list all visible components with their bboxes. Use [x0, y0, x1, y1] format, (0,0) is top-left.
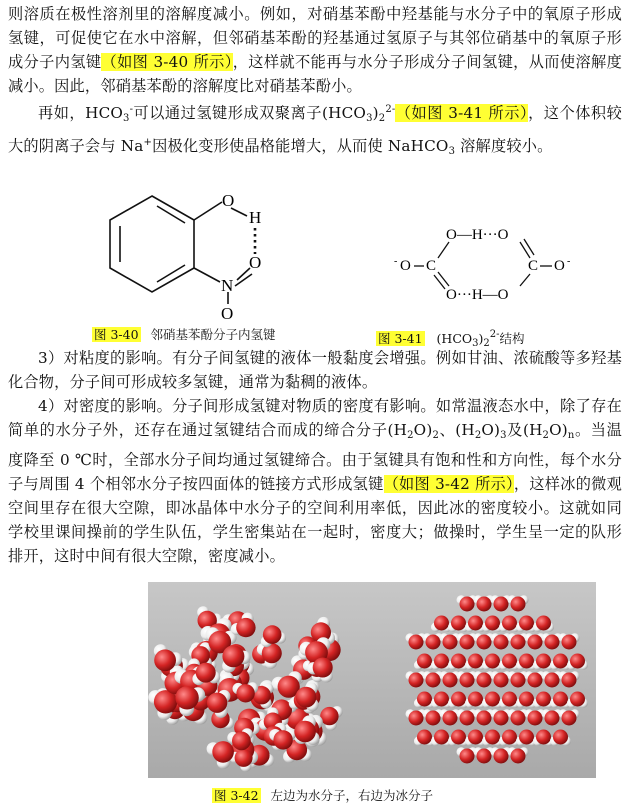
oxygen-atom	[468, 654, 483, 669]
oxygen-atom	[502, 654, 517, 669]
p2-text-c: ，这个体积较大的阴离子会与 Na	[8, 104, 623, 155]
oxygen-atom	[502, 730, 517, 745]
p2-text-a: 再如，HCO	[38, 104, 124, 122]
oxygen-atom	[477, 749, 492, 764]
cap41-close: )	[478, 331, 484, 346]
oxygen-atom	[519, 616, 534, 631]
atom-o-bottom: O	[221, 304, 234, 322]
oxygen-atom	[477, 635, 492, 650]
oxygen-atom	[562, 635, 577, 650]
oxygen-atom	[409, 711, 424, 726]
oxygen-atom	[417, 692, 432, 707]
oxygen-atom	[175, 686, 198, 709]
paragraph-2	[8, 98, 622, 164]
oxygen-atom	[451, 730, 466, 745]
figure-3-41-structure	[392, 222, 582, 312]
benzene-ring	[110, 196, 222, 292]
figure-3-42-image	[148, 582, 596, 778]
p4-d: O)	[481, 421, 501, 439]
oxygen-atom	[460, 749, 475, 764]
caption-3-42-text: 左边为水分子，右边为冰分子	[270, 788, 434, 803]
paragraph-4	[8, 394, 622, 568]
p4-d-sub: 3	[500, 430, 507, 441]
atom-n: N	[221, 276, 234, 295]
oxygen-atom	[494, 749, 509, 764]
atom-o-right: O	[249, 253, 262, 272]
p4-b: O)	[413, 421, 433, 439]
p4-c-sub: 2	[474, 430, 482, 441]
p2-text-d: 因极化变形使晶格能增大，从而使 NaHCO	[152, 137, 449, 155]
oxygen-atom	[468, 730, 483, 745]
figure-3-40-structure	[100, 182, 300, 322]
p2-close: )	[372, 104, 379, 122]
oxygen-atom	[443, 673, 458, 688]
oxygen-atom	[536, 654, 551, 669]
oxygen-atom	[409, 635, 424, 650]
dimer-top-row: O—H···O	[446, 227, 509, 243]
atom-h: H	[249, 208, 262, 227]
oxygen-atom	[451, 654, 466, 669]
oxygen-atom	[528, 673, 543, 688]
oxygen-atom	[536, 692, 551, 707]
p4-h: ，这样冰的微观空间里存在很大空隙，即冰晶体中水分子的空间利用率低，因此冰的密度较小。这就如同学校里课间操前的学生队伍，学生密集站在一起时，密度大；做操时，学生呈一定的队形排开，这时中间有很大空隙，密度减小。	[8, 475, 622, 565]
atom-o-top: O	[222, 191, 235, 210]
oxygen-atom	[511, 597, 526, 612]
oxygen-atom	[519, 730, 534, 745]
oxygen-atom	[553, 730, 568, 745]
liquid-water-cluster	[148, 606, 342, 772]
oxygen-atom	[434, 730, 449, 745]
right-lower-bond	[520, 274, 530, 286]
p2-sub-a: 3	[123, 113, 130, 124]
cap41-a: (HCO	[436, 331, 473, 346]
caption-3-42	[212, 787, 433, 805]
p2-text-e: 溶解度较小。	[455, 137, 553, 155]
oxygen-atom	[494, 711, 509, 726]
water-molecule	[207, 741, 234, 769]
water-molecule	[567, 654, 588, 670]
oxygen-atom	[485, 730, 500, 745]
p4-a-sub: 2	[407, 430, 414, 441]
p2-sub-d: 3	[448, 146, 456, 157]
oxygen-atom	[154, 649, 176, 671]
water-molecule	[533, 616, 554, 632]
oxygen-atom	[443, 711, 458, 726]
water-molecule	[550, 730, 571, 746]
oxygen-atom	[528, 711, 543, 726]
water-molecule	[559, 671, 580, 687]
right-upper-bond-2	[524, 239, 534, 255]
paragraph-1	[8, 2, 622, 98]
oxygen-atom	[511, 635, 526, 650]
oxygen-atom	[536, 730, 551, 745]
p4-c: 、(H	[439, 421, 475, 439]
oxygen-atom	[545, 673, 560, 688]
oxygen-atom	[562, 673, 577, 688]
caption-3-40	[92, 326, 276, 344]
oxygen-atom	[417, 730, 432, 745]
oxygen-atom	[485, 692, 500, 707]
oxygen-atom	[196, 663, 216, 683]
water-molecule	[508, 747, 529, 763]
figure-ref-3-42[interactable]: （如图 3-42 所示）	[383, 475, 514, 493]
oxygen-atom	[502, 616, 517, 631]
oxygen-atom	[263, 625, 282, 644]
oxygen-atom	[460, 635, 475, 650]
figure-ref-3-40[interactable]: （如图 3-40 所示）	[101, 53, 233, 71]
oxygen-atom	[477, 711, 492, 726]
oxygen-atom	[553, 654, 568, 669]
cap41-sub2: 2	[483, 338, 490, 349]
paragraph-1-text: 则溶质在极性溶剂里的溶解度减小。例如，对硝基苯酚中羟基能与水分子中的氧原子形成氢键，可促使它在水中溶解，但邻硝基苯酚的羟基通过氢原子与其邻位硝基中的氧原子形成分子内氢键	[8, 5, 622, 71]
oxygen-atom	[477, 597, 492, 612]
oxygen-atom	[296, 687, 317, 708]
water-molecule	[559, 709, 580, 725]
left-upper-bond	[438, 242, 449, 258]
p2-sup-c: 2-	[385, 104, 396, 115]
oxygen-atom	[528, 635, 543, 650]
oxygen-atom	[207, 693, 227, 713]
oxygen-atom	[212, 741, 234, 763]
oxygen-atom	[313, 658, 333, 678]
left-o-minus: O	[400, 258, 411, 274]
oxygen-atom	[545, 711, 560, 726]
water-ice-model	[148, 582, 596, 778]
water-molecule	[320, 706, 343, 730]
oxygen-atom	[460, 597, 475, 612]
oxygen-atom	[519, 654, 534, 669]
oxygen-atom	[273, 730, 292, 749]
oxygen-atom	[460, 673, 475, 688]
oxygen-atom	[236, 618, 255, 637]
oxygen-atom	[494, 673, 509, 688]
water-molecule	[559, 633, 580, 649]
caption-3-42-number: 图 3-42	[214, 788, 259, 803]
paragraph-3	[8, 346, 622, 394]
oxygen-atom	[294, 721, 316, 743]
oxygen-atom	[494, 635, 509, 650]
water-molecule	[508, 595, 529, 611]
oxygen-atom	[494, 597, 509, 612]
right-o-minus: O	[554, 258, 565, 274]
left-minus: -	[394, 256, 398, 267]
oxygen-atom	[451, 616, 466, 631]
ice-lattice-cluster	[406, 595, 589, 763]
oxygen-atom	[502, 692, 517, 707]
oxygen-atom	[570, 654, 585, 669]
p2-sub-b: 3	[366, 113, 373, 124]
p4-f: O)	[549, 421, 568, 439]
oxygen-atom	[545, 635, 560, 650]
p2-sup-a: -	[129, 104, 134, 115]
right-c: C	[528, 258, 539, 274]
oxygen-atom	[570, 692, 585, 707]
p4-a: 4）对密度的影响。分子间形成氢键对物质的密度有影响。如常温液态水中，除了存在简单的水分子外，还存在通过氢键结合而成的缔合分子(H	[8, 397, 622, 439]
p4-e-sub: 2	[542, 430, 550, 441]
oxygen-atom	[222, 645, 244, 667]
oxygen-atom	[443, 635, 458, 650]
paragraph-1-text-end: ，这样就不能再与水分子形成分子间氢键，从而使溶解度减小。因此，邻硝基苯酚的溶解度比对硝基苯酚小。	[8, 53, 623, 95]
paragraph-3-text: 3）对粘度的影响。有分子间氢键的液体一般黏度会增强。例如甘油、浓硫酸等多羟基化合物，分子间可形成较多氢键，通常为黏稠的液体。	[8, 349, 622, 391]
p4-g: 。当温度降至 0 ℃时，全部水分子间均通过氢键缔合。由于氢键具有饱和性和方向性，每个水分子与周围 4 个相邻水分子按四面体的链接方式形成氢键	[8, 421, 622, 493]
oxygen-atom	[562, 711, 577, 726]
oxygen-atom	[468, 692, 483, 707]
oxygen-atom	[434, 692, 449, 707]
oxygen-atom	[519, 692, 534, 707]
p4-f-sub: n	[567, 430, 575, 441]
oxygen-atom	[235, 749, 253, 767]
oxygen-atom	[409, 673, 424, 688]
oxygen-atom	[434, 616, 449, 631]
p2-sub-c: 2	[378, 113, 386, 124]
oxygen-atom	[236, 684, 254, 702]
oxygen-atom	[485, 654, 500, 669]
caption-3-41-number: 图 3-41	[378, 331, 423, 346]
oxygen-atom	[511, 673, 526, 688]
left-c: C	[426, 258, 437, 274]
cap41-post: 结构	[499, 331, 525, 346]
oxygen-atom	[232, 732, 251, 751]
figure-ref-3-41[interactable]: （如图 3-41 所示）	[395, 104, 529, 122]
dimer-bottom-row: O···H—O	[446, 287, 509, 303]
caption-3-40-number: 图 3-40	[94, 327, 139, 342]
p2-text-b: 可以通过氢键形成双聚离子(HCO	[133, 104, 367, 122]
right-minus: -	[567, 256, 571, 267]
oxygen-atom	[460, 711, 475, 726]
oxygen-atom	[434, 654, 449, 669]
right-upper-bond-1	[520, 242, 530, 258]
oxygen-atom	[553, 692, 568, 707]
caption-3-41-formula	[436, 329, 525, 349]
cap41-sup: 2-	[489, 329, 500, 340]
oxygen-atom	[511, 749, 526, 764]
left-lower-bond-2	[434, 275, 445, 289]
cap41-sub: 3	[472, 338, 479, 349]
oxygen-atom	[320, 707, 338, 725]
oxygen-atom	[485, 616, 500, 631]
oxygen-atom	[426, 635, 441, 650]
oxygen-atom	[468, 616, 483, 631]
caption-3-40-text: 邻硝基苯酚分子内氢键	[150, 327, 276, 342]
left-lower-bond-1	[438, 272, 449, 286]
oxygen-atom	[511, 711, 526, 726]
oxygen-atom	[426, 673, 441, 688]
p2-sup-d: +	[143, 137, 153, 148]
oxygen-atom	[426, 711, 441, 726]
oxygen-atom	[477, 673, 492, 688]
oxygen-atom	[451, 692, 466, 707]
oxygen-atom	[536, 616, 551, 631]
p4-e: 及(H	[506, 421, 543, 439]
p4-b-sub: 2	[432, 430, 440, 441]
oxygen-atom	[417, 654, 432, 669]
water-molecule	[567, 692, 588, 708]
